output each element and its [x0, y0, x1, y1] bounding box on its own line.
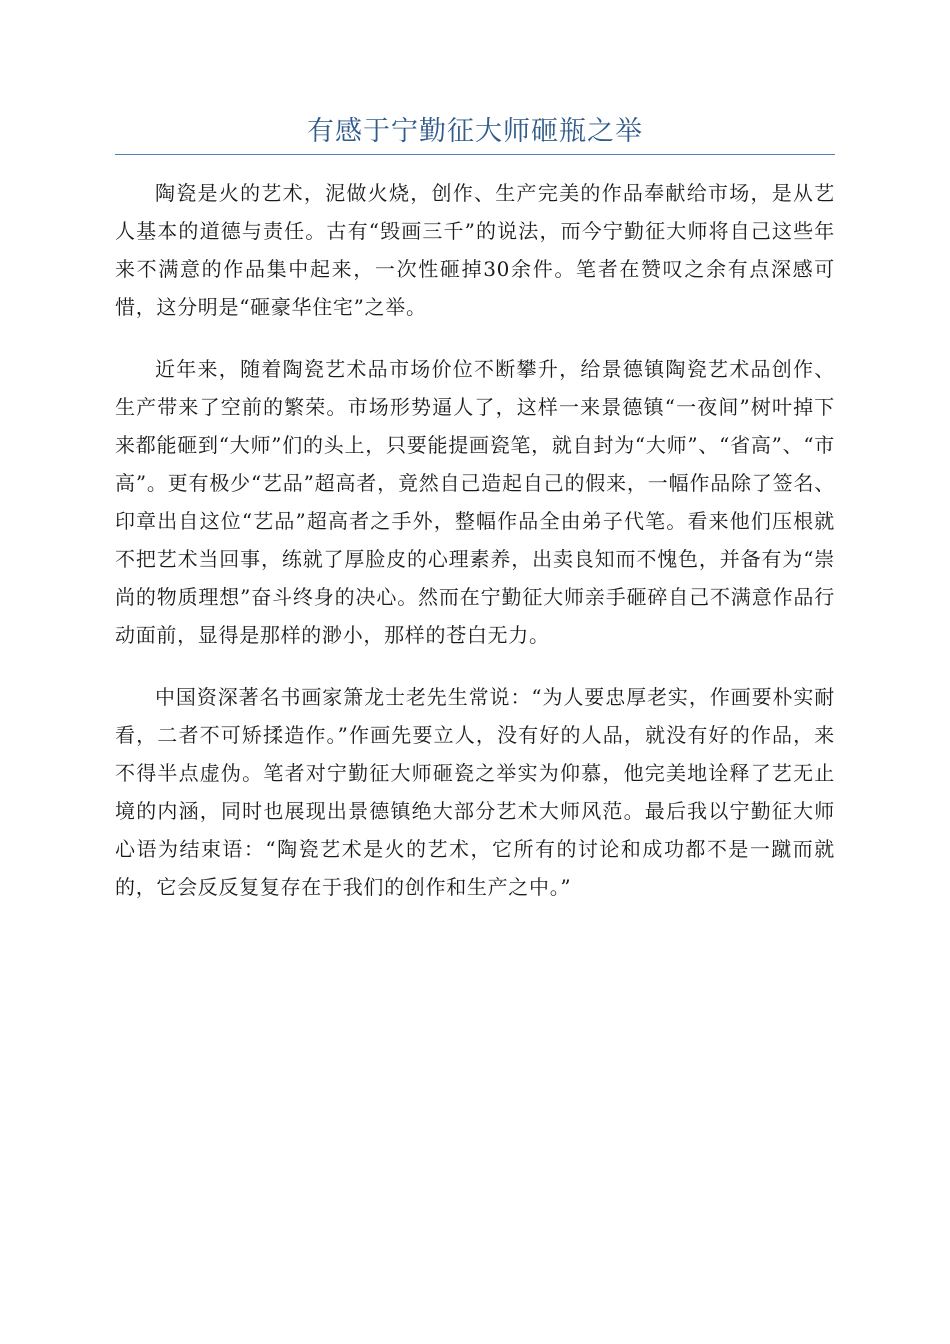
paragraph-3: 中国资深著名书画家箫龙士老先生常说：“为人要忠厚老实，作画要朴实耐看，二者不可矫揉造作。”作画先要立人，没有好的人品，就没有好的作品，来不得半点虚伪。笔者对宁勤征大师砸瓷之举实为仰慕，他完美地诠释了艺无止境的内涵，同时也展现出景德镇绝大部分艺术大师风范。最后我以宁勤征大师心语为结束语：“陶瓷艺术是火的艺术，它所有的讨论和成功都不是一蹴而就的，它会反反复复存在于我们的创作和生产之中。”	[115, 685, 835, 899]
document-title: 有感于宁勤征大师砸瓶之举	[307, 116, 643, 147]
document-body	[115, 174, 835, 930]
title-underline	[115, 154, 835, 155]
paragraph-2: 近年来，随着陶瓷艺术品市场价位不断攀升，给景德镇陶瓷艺术品创作、生产带来了空前的繁荣。市场形势逼人了，这样一来景德镇“一夜间”树叶掉下来都能砸到“大师”们的头上，只要能提画瓷笔，就自封为“大师”、“省高”、“市高”。更有极少“艺品”超高者，竟然自己造起自己的假来，一幅作品除了签名、印章出自这位“艺品”超高者之手外，整幅作品全由弟子代笔。看来他们压根就不把艺术当回事，练就了厚脸皮的心理素养，出卖良知而不愧色，并备有为“崇尚的物质理想”奋斗终身的决心。然而在宁勤征大师亲手砸碎自己不满意作品行动面前，显得是那样的渺小，那样的苍白无力。	[115, 357, 835, 647]
paragraph-1: 陶瓷是火的艺术，泥做火烧，创作、生产完美的作品奉献给市场，是从艺人基本的道德与责任。古有“毁画三千”的说法，而今宁勤征大师将自己这些年来不满意的作品集中起来，一次性砸掉30余件。笔者在赞叹之余有点深感可惜，这分明是“砸豪华住宅”之举。	[115, 181, 835, 319]
